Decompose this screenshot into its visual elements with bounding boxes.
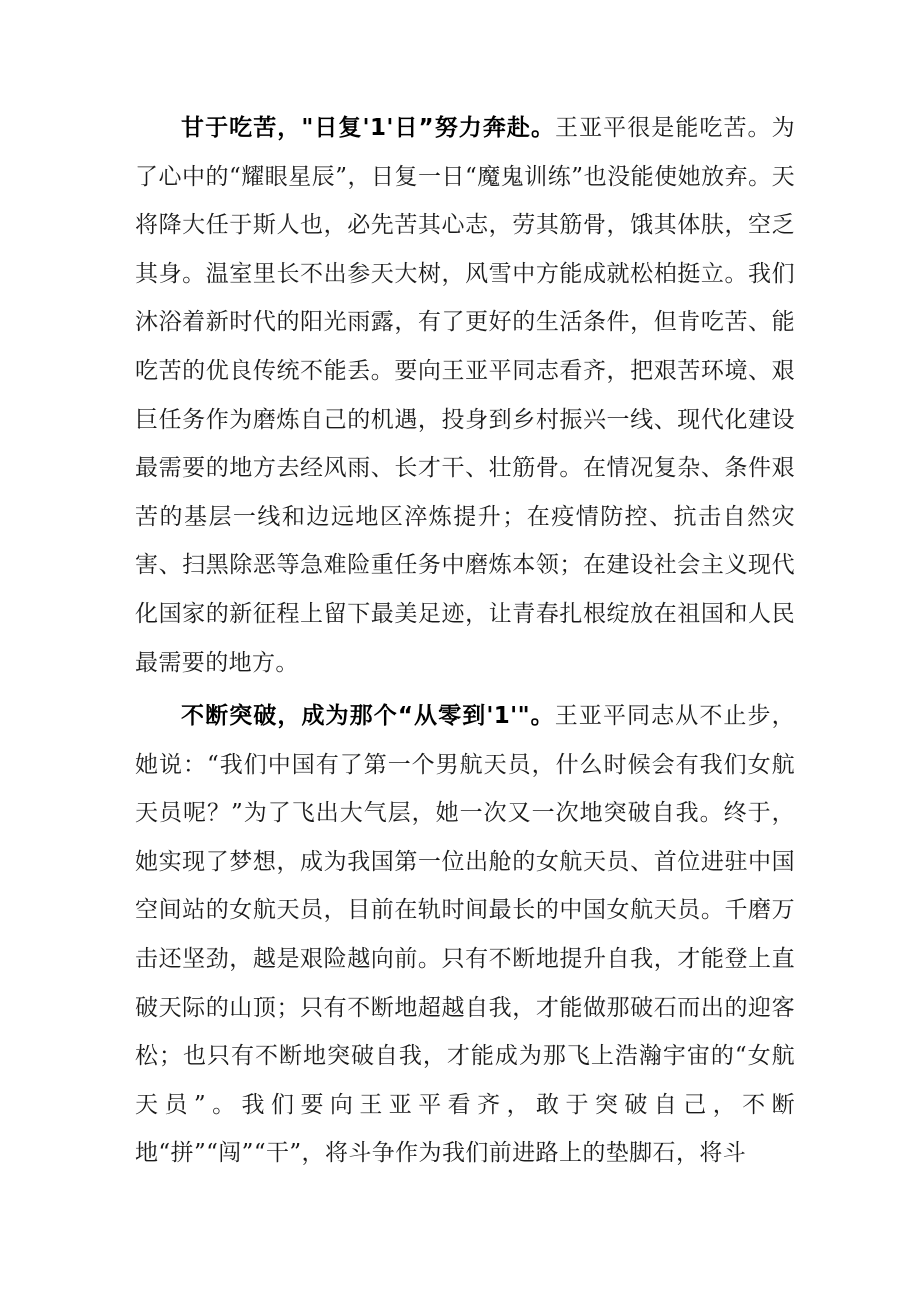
paragraph-body-text: 王亚平很是能吃苦。为了心中的“耀眼星辰”，日复一日“魔鬼训练”也没能使她放弃。天将降大任于斯人也，必先苦其心志，劳其筋骨，饿其体肤，空乏其身。温室里长不出参天大树，风雪中方能成就松柏挺立。我们沐浴着新时代的阳光雨露，有了更好的生活条件，但肯吃苦、能吃苦的优良传统不能丢。要向王亚平同志看齐，把艰苦环境、艰巨任务作为磨炼自己的机遇，投身到乡村振兴一线、现代化建设最需要的地方去经风雨、长才干、壮筋骨。在情况复杂、条件艰苦的基层一线和边远地区淬炼提升；在疫情防控、抗击自然灾害、扫黑除恶等急难险重任务中磨炼本领；在建设社会主义现代化国家的新征程上留下最美足迹，让青春扎根绽放在祖国和人民最需要的地方。 [135,115,795,676]
paragraph-body-text: 王亚平同志从不止步，她说：“我们中国有了第一个男航天员，什么时候会有我们女航天员呢？”为了飞出大气层，她一次又一次地突破自我。终于，她实现了梦想，成为我国第一位出舱的女航天员、首位进驻中国空间站的女航天员，目前在轨时间最长的中国女航天员。千磨万击还坚劲，越是艰险越向前。只有不断地提升自我，才能登上直破天际的山顶；只有不断地超越自我，才能做那破石而出的迎客松；也只有不断地突破自我，才能成为那飞上浩瀚宇宙的“女航天员”。我们要向王亚平看齐，敢于突破自己，不断地“拼”“闯”“干”，将斗争作为我们前进路上的垫脚石，将斗 [135,703,796,1167]
paragraph-hard-work [135,104,795,687]
paragraph-lead-heading: 不断突破，成为那个“从零到'1'"。 [181,703,555,729]
paragraph-breakthrough [135,692,795,1178]
paragraph-lead-heading: 甘于吃苦，"日复'1'日”努力奔赴。 [181,115,556,141]
